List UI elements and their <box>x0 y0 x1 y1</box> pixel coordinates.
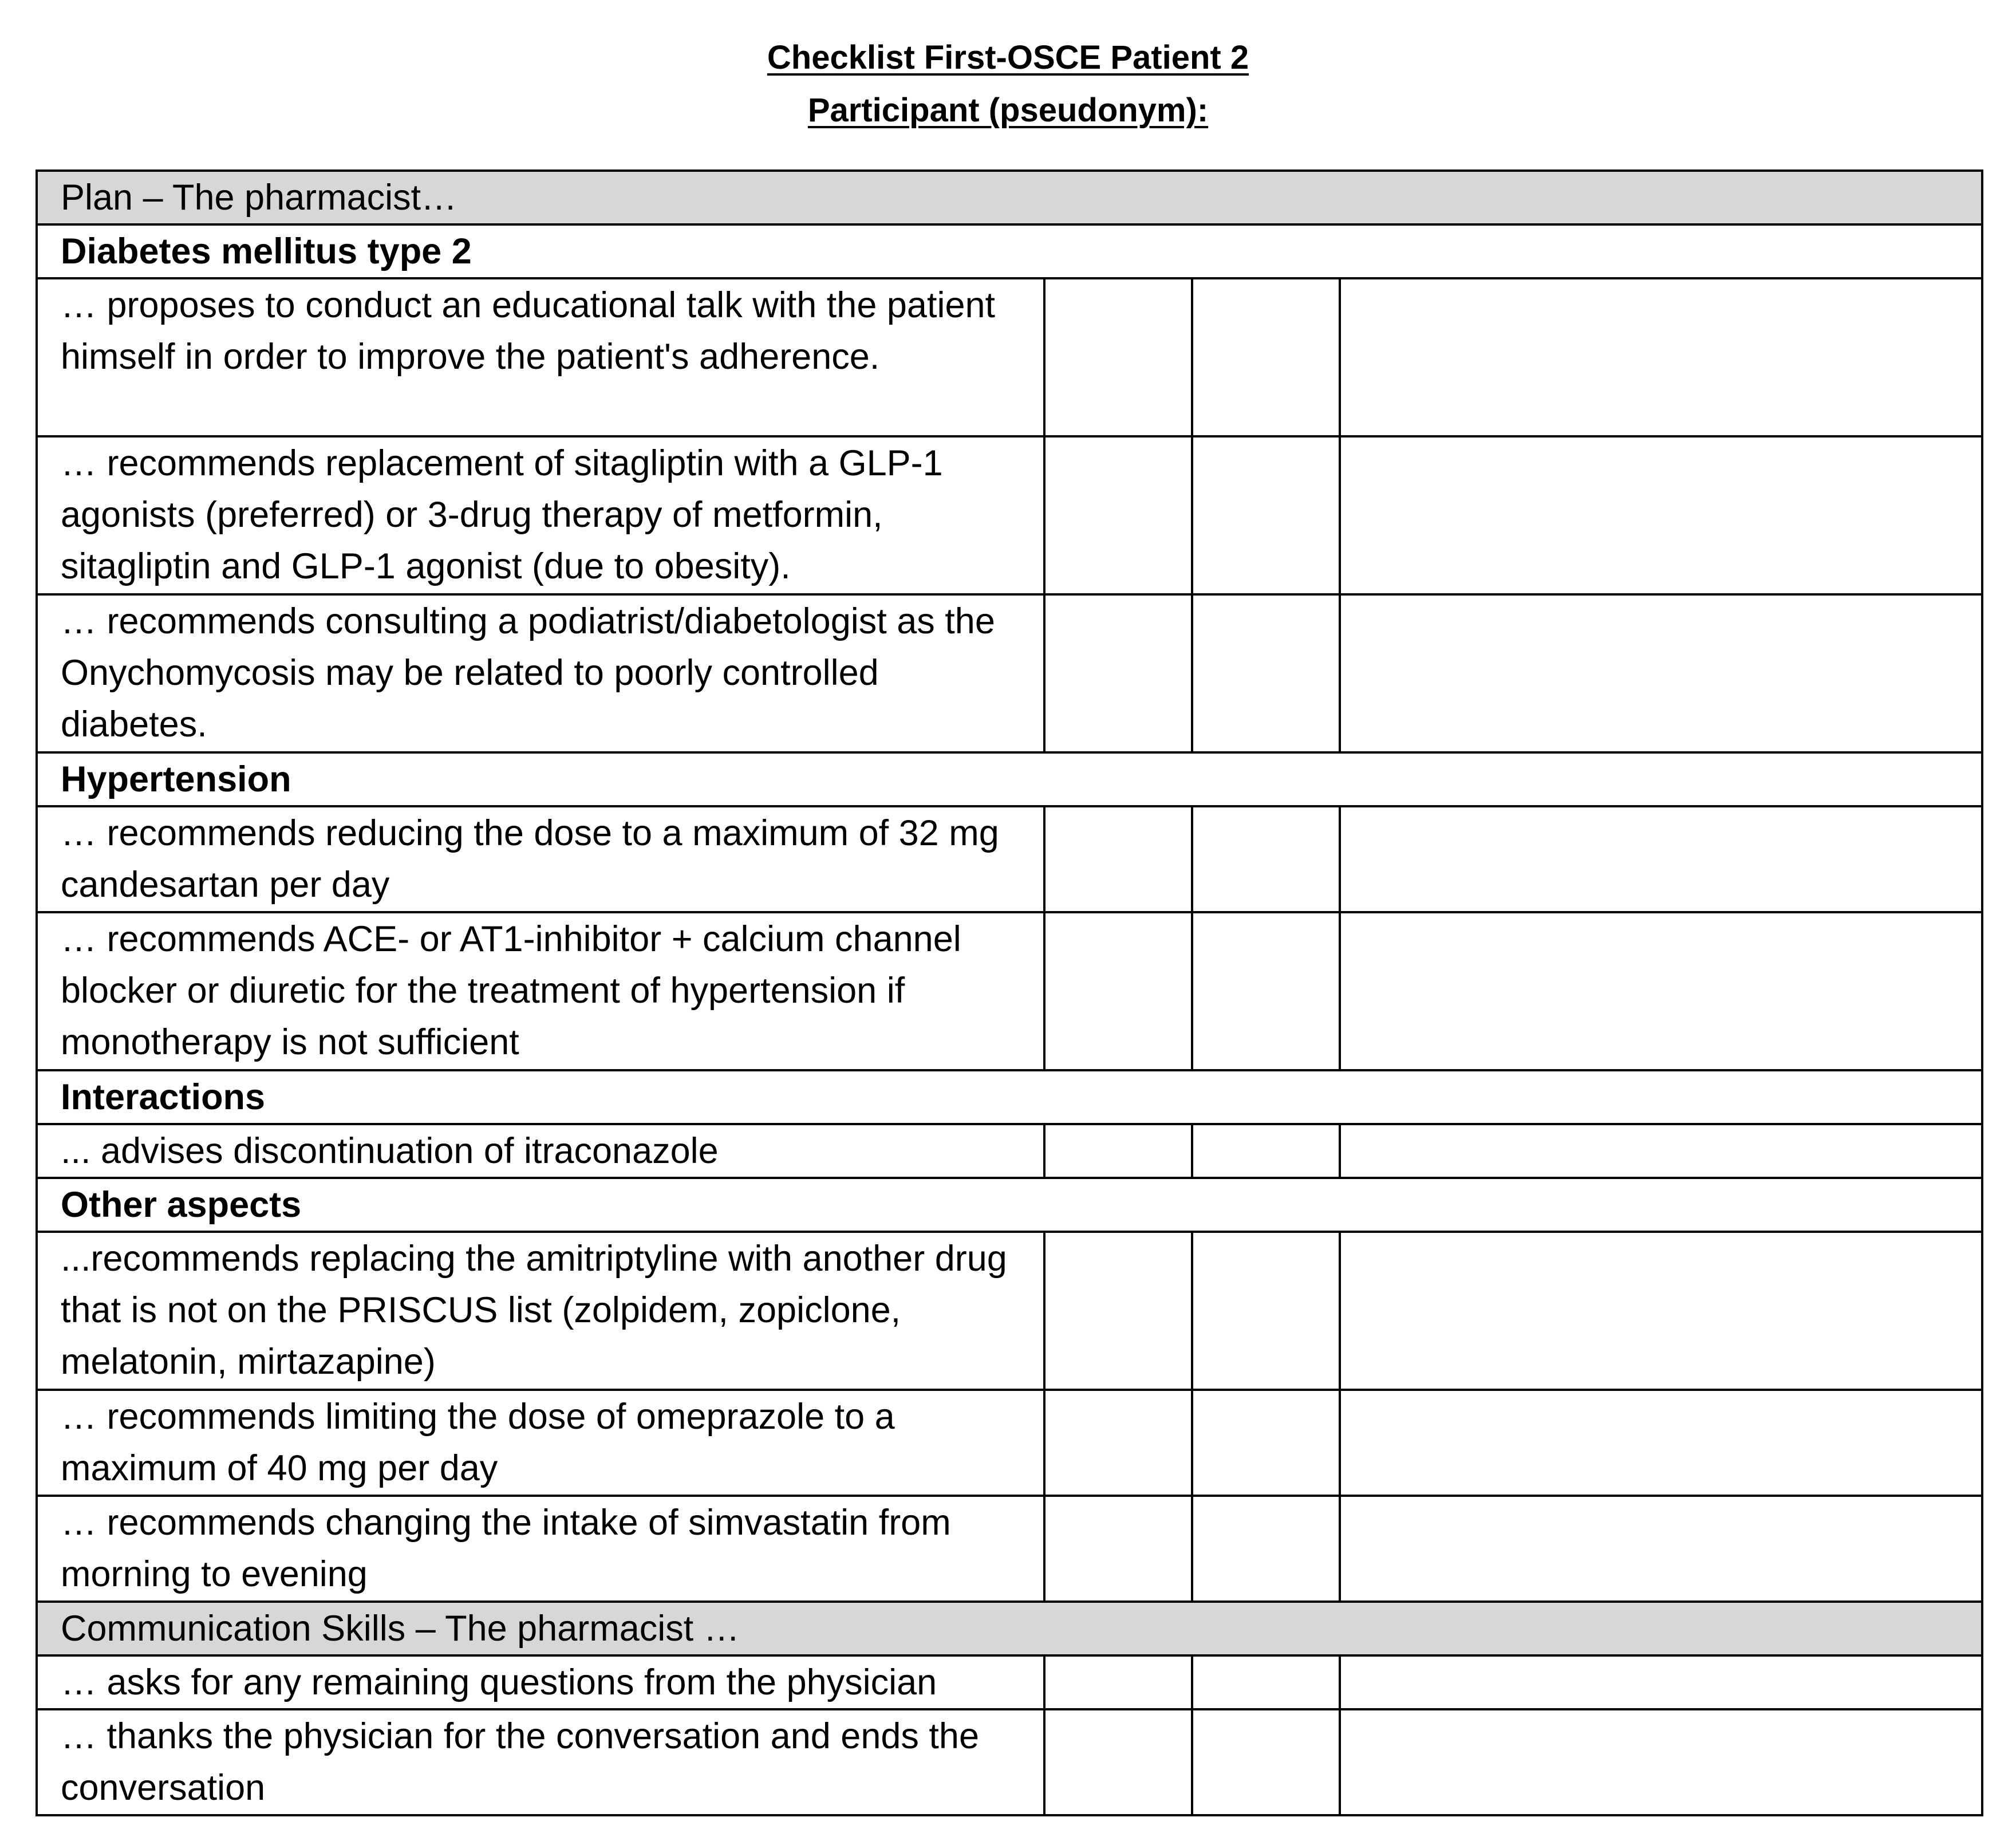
check-cell-2[interactable] <box>1192 1390 1340 1496</box>
comment-cell[interactable] <box>1340 912 1982 1070</box>
check-cell-2[interactable] <box>1192 278 1340 436</box>
checklist-item-row <box>37 1232 1982 1390</box>
check-cell-2[interactable] <box>1192 912 1340 1070</box>
subheading-row-hypertension <box>37 752 1982 806</box>
criterion-text: … thanks the physician for the conversation and ends the conversation <box>37 1709 1044 1815</box>
criterion-text: … recommends ACE- or AT1-inhibitor + calcium channel blocker or diuretic for the treatment of hypertension if monotherapy is not sufficient <box>37 912 1044 1070</box>
checklist-item-row <box>37 806 1982 912</box>
check-cell-1[interactable] <box>1044 912 1192 1070</box>
subheading-row-other-aspects <box>37 1178 1982 1232</box>
comment-cell[interactable] <box>1340 1124 1982 1178</box>
comment-cell[interactable] <box>1340 1496 1982 1602</box>
subheading: Diabetes mellitus type 2 <box>37 224 1982 278</box>
check-cell-1[interactable] <box>1044 278 1192 436</box>
check-cell-1[interactable] <box>1044 1232 1192 1390</box>
checklist-item-row <box>37 912 1982 1070</box>
comment-cell[interactable] <box>1340 1232 1982 1390</box>
comment-cell[interactable] <box>1340 1390 1982 1496</box>
checklist-item-row <box>37 594 1982 752</box>
subheading: Other aspects <box>37 1178 1982 1232</box>
comment-cell[interactable] <box>1340 806 1982 912</box>
criterion-text: … recommends changing the intake of simvastatin from morning to evening <box>37 1496 1044 1602</box>
checklist-item-row <box>37 1496 1982 1602</box>
criterion-text: … recommends limiting the dose of omeprazole to a maximum of 40 mg per day <box>37 1390 1044 1496</box>
check-cell-1[interactable] <box>1044 1709 1192 1815</box>
checklist-item-row <box>37 1390 1982 1496</box>
document-title: Checklist First-OSCE Patient 2 <box>767 39 1249 76</box>
criterion-text: … proposes to conduct an educational talk with the patient himself in order to improve the patient's adherence. <box>37 278 1044 436</box>
checklist-item-row <box>37 1124 1982 1178</box>
participant-label: Participant (pseudonym): <box>807 92 1209 129</box>
check-cell-1[interactable] <box>1044 436 1192 594</box>
criterion-text: ... advises discontinuation of itraconazole <box>37 1124 1044 1178</box>
checklist-table <box>35 169 1983 1816</box>
criterion-text: ...recommends replacing the amitriptyline with another drug that is not on the PRISCUS list (zolpidem, zopiclone, melatonin, mirtazapine) <box>37 1232 1044 1390</box>
comment-cell[interactable] <box>1340 594 1982 752</box>
section-heading: Communication Skills – The pharmacist … <box>37 1602 1982 1655</box>
subheading: Hypertension <box>37 752 1982 806</box>
check-cell-2[interactable] <box>1192 1709 1340 1815</box>
check-cell-1[interactable] <box>1044 1655 1192 1709</box>
subheading: Interactions <box>37 1070 1982 1124</box>
comment-cell[interactable] <box>1340 1655 1982 1709</box>
criterion-text: … recommends reducing the dose to a maximum of 32 mg candesartan per day <box>37 806 1044 912</box>
check-cell-1[interactable] <box>1044 1124 1192 1178</box>
checklist-item-row <box>37 436 1982 594</box>
check-cell-2[interactable] <box>1192 806 1340 912</box>
check-cell-1[interactable] <box>1044 594 1192 752</box>
criterion-text: … asks for any remaining questions from the physician <box>37 1655 1044 1709</box>
check-cell-2[interactable] <box>1192 1232 1340 1390</box>
check-cell-2[interactable] <box>1192 1124 1340 1178</box>
criterion-text: … recommends consulting a podiatrist/diabetologist as the Onychomycosis may be related to poorly controlled diabetes. <box>37 594 1044 752</box>
comment-cell[interactable] <box>1340 1709 1982 1815</box>
check-cell-1[interactable] <box>1044 1390 1192 1496</box>
checklist-item-row <box>37 1655 1982 1709</box>
section-heading: Plan – The pharmacist… <box>37 171 1982 224</box>
comment-cell[interactable] <box>1340 278 1982 436</box>
subheading-row-interactions <box>37 1070 1982 1124</box>
comment-cell[interactable] <box>1340 436 1982 594</box>
check-cell-2[interactable] <box>1192 1496 1340 1602</box>
check-cell-1[interactable] <box>1044 806 1192 912</box>
check-cell-2[interactable] <box>1192 594 1340 752</box>
subheading-row-diabetes <box>37 224 1982 278</box>
check-cell-2[interactable] <box>1192 436 1340 594</box>
section-row-plan <box>37 171 1982 224</box>
section-row-communication <box>37 1602 1982 1655</box>
checklist-item-row <box>37 278 1982 436</box>
document-header <box>0 31 2016 137</box>
check-cell-2[interactable] <box>1192 1655 1340 1709</box>
checklist-item-row <box>37 1709 1982 1815</box>
criterion-text: … recommends replacement of sitagliptin with a GLP-1 agonists (preferred) or 3-drug therapy of metformin, sitagliptin and GLP-1 agonist (due to obesity). <box>37 436 1044 594</box>
check-cell-1[interactable] <box>1044 1496 1192 1602</box>
